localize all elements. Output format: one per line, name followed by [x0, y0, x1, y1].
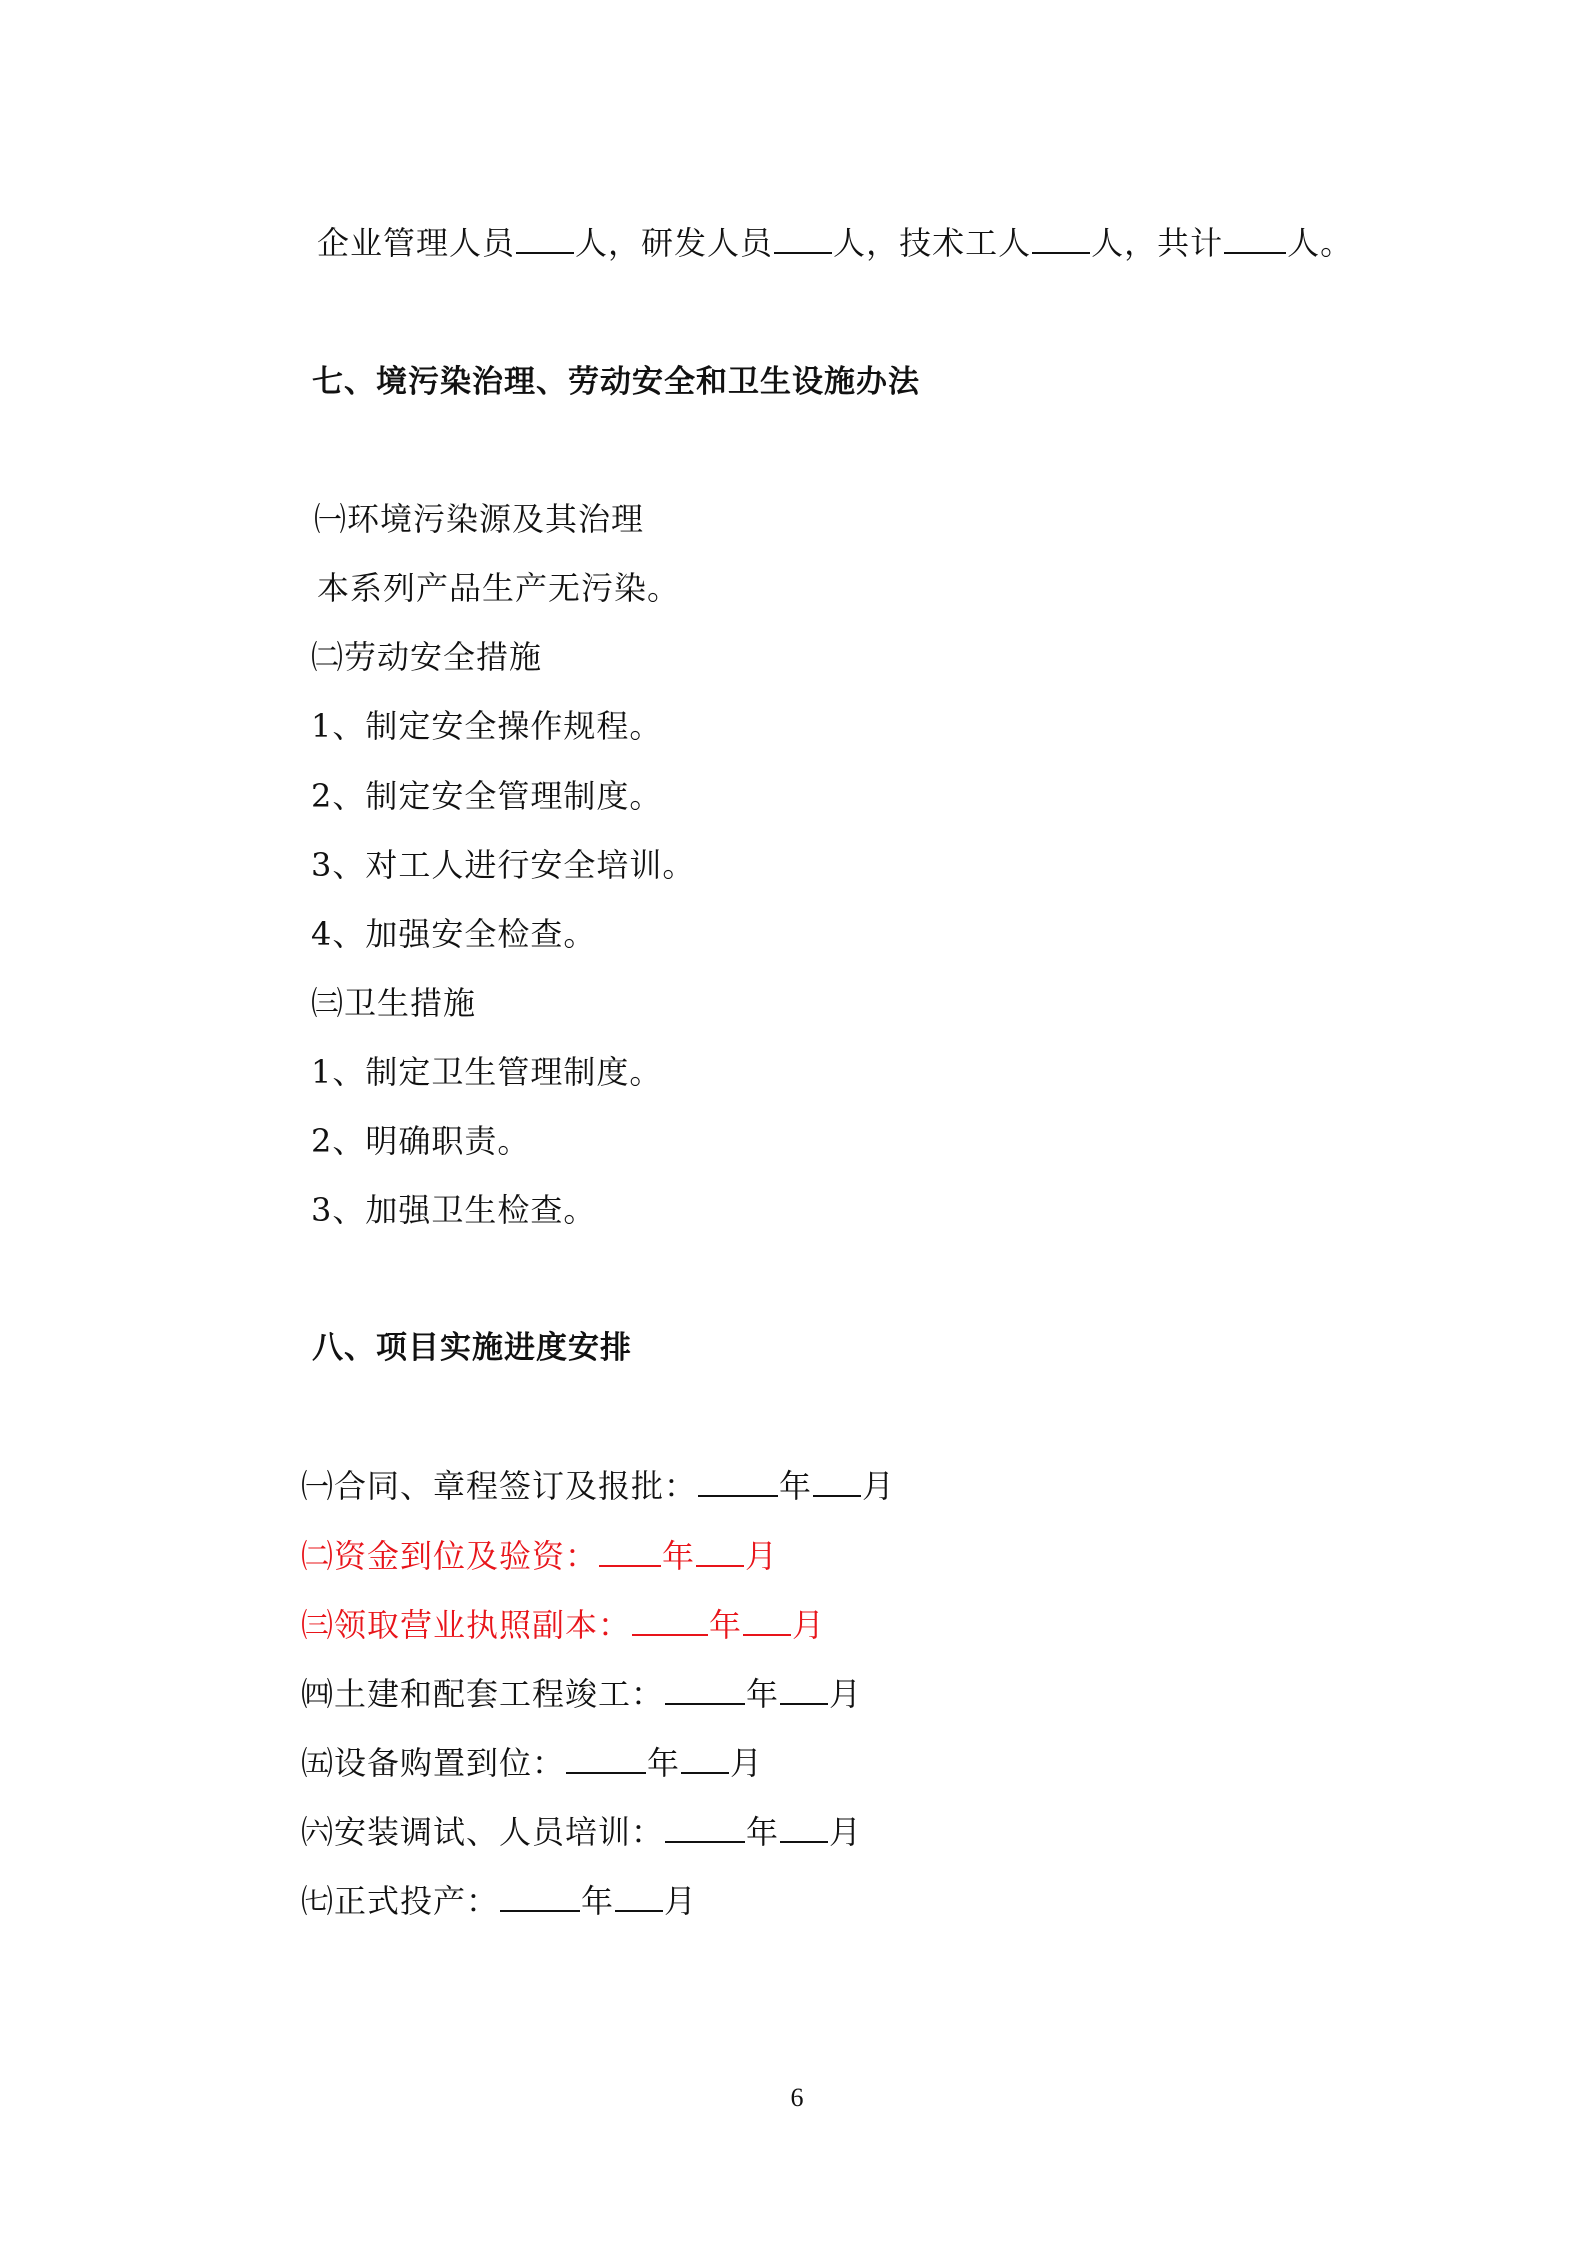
total-label: ，共计: [1124, 224, 1224, 262]
month-blank: [813, 1465, 861, 1497]
section7-sub3-item-2: 2、明确职责。: [311, 1122, 531, 1160]
section7-sub2-item-3: 3、对工人进行安全培训。: [311, 846, 696, 884]
year-blank: [665, 1673, 745, 1705]
section7-sub2-item-1: 1、制定安全操作规程。: [311, 707, 663, 745]
month-blank: [615, 1880, 663, 1912]
schedule-item-3: ㈢领取营业执照副本： 年 月: [301, 1606, 826, 1644]
mgmt-count-blank: [516, 222, 574, 254]
section8-title: 八、项目实施进度安排: [312, 1330, 632, 1366]
section7-sub1: ㈠环境污染源及其治理: [314, 500, 645, 538]
section7-title: 七、境污染治理、劳动安全和卫生设施办法: [312, 364, 920, 400]
tech-label: ，技术工人: [866, 224, 1032, 262]
section7-sub3: ㈢卫生措施: [311, 984, 477, 1022]
mgmt-label: 企业管理人员: [317, 224, 516, 262]
schedule-item-7: ㈦正式投产： 年 月: [301, 1882, 698, 1920]
schedule-item-2: ㈡资金到位及验资： 年 月: [301, 1537, 779, 1575]
year-blank: [698, 1465, 778, 1497]
month-blank: [780, 1811, 828, 1843]
year-blank: [665, 1811, 745, 1843]
rd-count-blank: [774, 222, 832, 254]
section7-sub1-text: 本系列产品生产无污染。: [317, 569, 681, 607]
staffing-line: 企业管理人员 人，研发人员 人，技术工人 人，共计 人。: [317, 224, 1354, 262]
total-count-blank: [1224, 222, 1286, 254]
month-blank: [696, 1535, 744, 1567]
section7-sub2-item-2: 2、制定安全管理制度。: [311, 777, 663, 815]
schedule-item-1: ㈠合同、章程签订及报批： 年 月: [301, 1467, 896, 1505]
year-blank: [500, 1880, 580, 1912]
month-blank: [681, 1742, 729, 1774]
section7-sub3-item-1: 1、制定卫生管理制度。: [311, 1053, 663, 1091]
year-blank: [632, 1604, 708, 1636]
month-blank: [780, 1673, 828, 1705]
schedule-item-5: ㈤设备购置到位： 年 月: [301, 1744, 764, 1782]
tech-count-blank: [1032, 222, 1090, 254]
schedule-item-4: ㈣土建和配套工程竣工： 年 月: [301, 1675, 863, 1713]
section7-sub2: ㈡劳动安全措施: [311, 638, 543, 676]
section7-sub3-item-3: 3、加强卫生检查。: [311, 1191, 597, 1229]
page-number: 6: [790, 2083, 804, 2112]
rd-label: ，研发人员: [608, 224, 774, 262]
section7-sub2-item-4: 4、加强安全检查。: [311, 915, 597, 953]
schedule-item-6: ㈥安装调试、人员培训： 年 月: [301, 1813, 863, 1851]
year-blank: [566, 1742, 646, 1774]
year-blank: [599, 1535, 661, 1567]
month-blank: [743, 1604, 791, 1636]
